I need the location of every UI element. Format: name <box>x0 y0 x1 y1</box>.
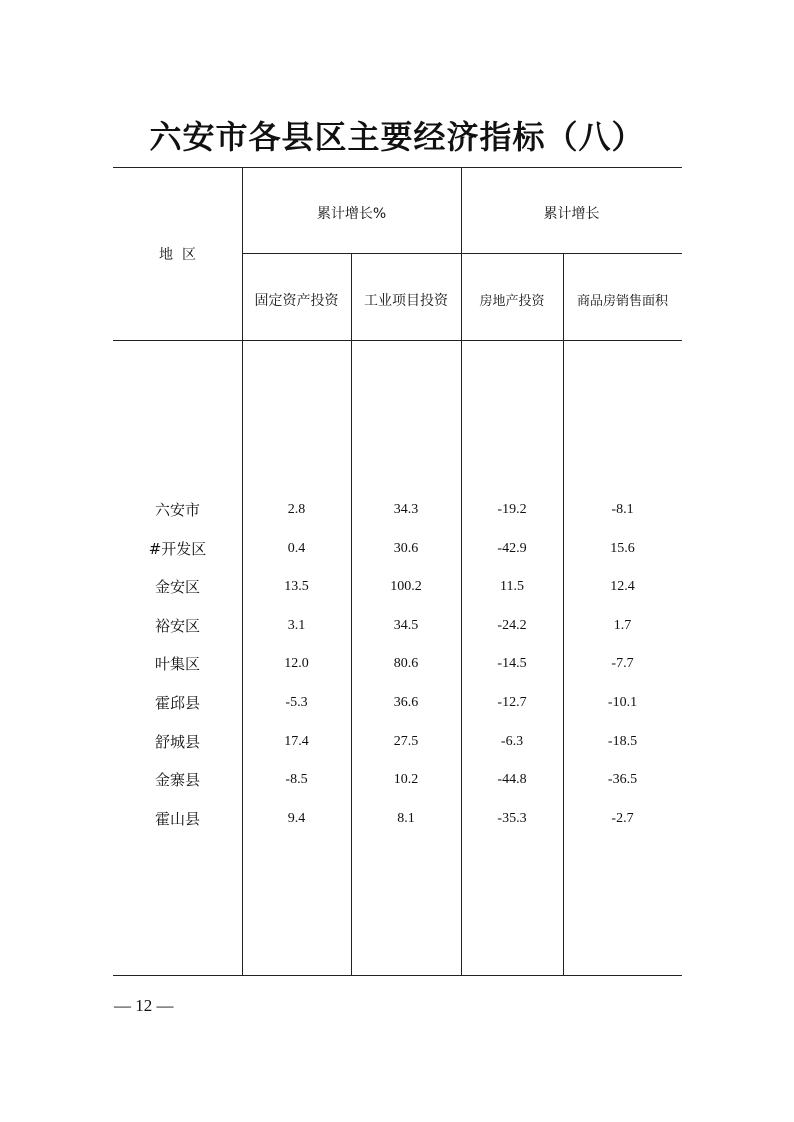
row-region-label: 金安区 <box>154 578 200 597</box>
row-region-label: 舒城县 <box>154 732 200 751</box>
group-header-growth: 累计增长 <box>543 206 600 222</box>
table-cell: 12.4 <box>610 579 635 595</box>
table-cell: 0.4 <box>287 540 306 556</box>
page-title: 六安市各县区主要经济指标（八） <box>149 118 645 156</box>
row-region-label: 叶集区 <box>154 655 200 674</box>
table-cell: -5.3 <box>285 695 308 710</box>
table-cell: 100.2 <box>390 579 422 595</box>
table-cell: -12.7 <box>497 695 527 710</box>
column-header-industrial-investment: 工业项目投资 <box>364 293 448 309</box>
row-region-label: #开发区 <box>148 539 207 558</box>
table-cell: -36.5 <box>607 772 638 788</box>
table-cell: 1.7 <box>613 617 632 633</box>
table-cell: 8.1 <box>397 810 415 826</box>
table-cell: -24.2 <box>497 617 527 633</box>
table-cell: -8.5 <box>285 772 308 788</box>
row-region-label: 霍山县 <box>154 809 200 828</box>
page-number: — 12 — <box>114 996 174 1015</box>
table-cell: 36.6 <box>393 695 419 710</box>
region-header: 地 区 <box>159 247 196 263</box>
table-cell: 34.5 <box>393 617 419 633</box>
table-cell: -7.7 <box>611 656 634 672</box>
column-header-real-estate-investment: 房地产投资 <box>479 294 545 309</box>
table-cell: -18.5 <box>607 733 638 749</box>
column-header-housing-sales-area: 商品房销售面积 <box>576 294 668 309</box>
column-header-fixed-asset-investment: 固定资产投资 <box>254 293 339 309</box>
table-cell: 12.0 <box>284 656 309 672</box>
table-cell: 9.4 <box>287 810 306 826</box>
table-cell: -10.1 <box>607 695 638 710</box>
row-region-label: 裕安区 <box>154 616 200 635</box>
table-cell: -2.7 <box>611 810 634 826</box>
table-cell: 3.1 <box>287 617 306 633</box>
table-top-rule <box>113 167 682 168</box>
header-bottom-rule <box>113 340 682 341</box>
table-cell: 80.6 <box>393 656 419 672</box>
table-cell: 17.4 <box>284 733 309 749</box>
row-region-label: 金寨县 <box>154 771 200 790</box>
table-cell: 2.8 <box>287 502 306 517</box>
table-cell: 34.3 <box>393 502 419 517</box>
table-cell: -8.1 <box>611 502 634 517</box>
column-rule-1 <box>242 167 243 976</box>
group-header-rule <box>242 253 682 254</box>
column-rule-2 <box>351 253 352 976</box>
row-region-label: 霍邱县 <box>154 694 200 712</box>
table-cell: 13.5 <box>284 579 309 595</box>
row-region-label: 六安市 <box>154 501 200 519</box>
table-cell: -14.5 <box>497 656 527 672</box>
column-rule-4 <box>563 253 564 976</box>
table-cell: -44.8 <box>497 772 527 788</box>
table-cell: -42.9 <box>497 540 527 556</box>
table-bottom-rule <box>113 975 682 976</box>
table-cell: -35.3 <box>497 810 527 826</box>
table-cell: 11.5 <box>500 579 524 595</box>
group-header-growth-percent: 累计增长% <box>316 206 387 222</box>
table-cell: 10.2 <box>393 772 419 788</box>
table-cell: 15.6 <box>610 540 635 556</box>
column-rule-3 <box>461 167 462 976</box>
table-cell: -19.2 <box>497 502 527 517</box>
table-cell: -6.3 <box>500 733 524 749</box>
table-cell: 30.6 <box>393 540 419 556</box>
table-cell: 27.5 <box>393 733 419 749</box>
